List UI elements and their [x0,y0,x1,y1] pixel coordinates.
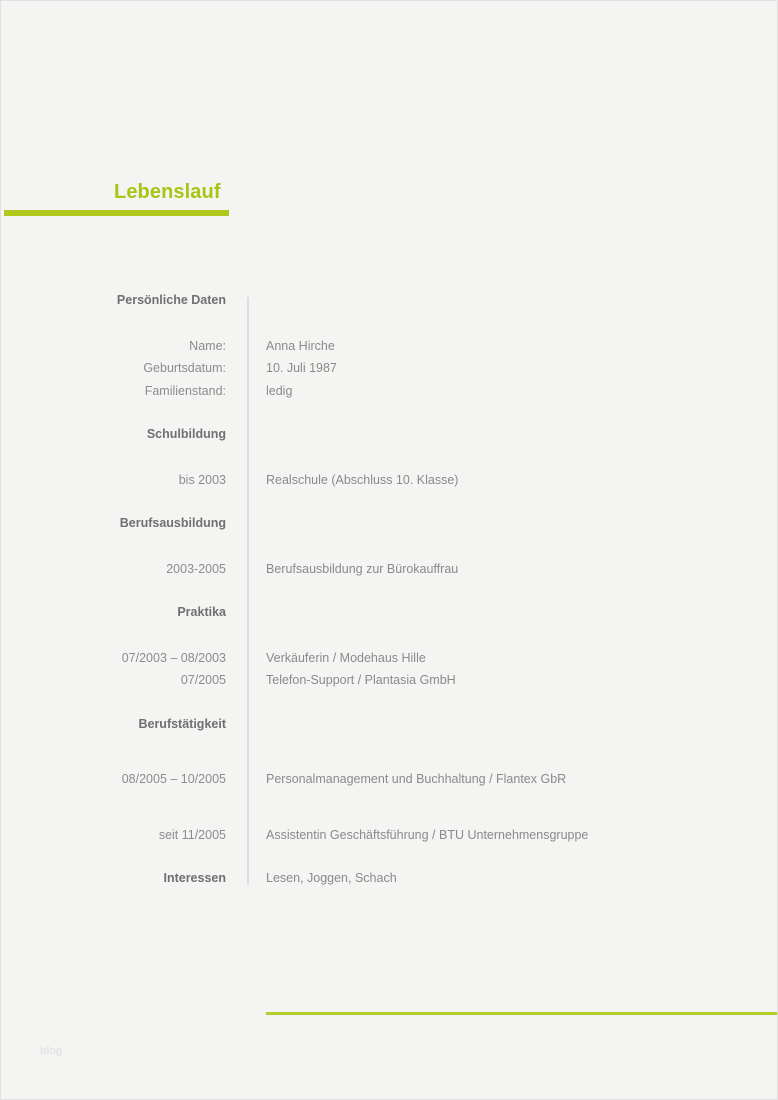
table-row [1,647,778,670]
row-value: Assistentin Geschäftsführung / BTU Unternehmensgruppe [266,827,589,842]
cv-content [1,289,778,890]
row-value: Verkäuferin / Modehaus Hille [266,650,426,665]
section-heading-internships [1,601,778,624]
table-row [1,669,778,692]
section-heading-value [266,713,269,736]
section-heading-schooling [1,423,778,446]
spacer [1,692,778,713]
spacer [1,446,778,469]
section-heading-interests [1,867,778,890]
row-label: 07/2005 [180,673,226,687]
section-heading-value [266,423,269,446]
section-heading-label: Interessen [163,871,226,885]
spacer [1,535,778,558]
watermark: blog [40,1045,63,1057]
table-row [1,768,778,791]
spacer [1,624,778,647]
row-label: 08/2005 – 10/2005 [121,772,226,786]
row-label: bis 2003 [178,472,226,487]
spacer [1,735,778,768]
section-heading-value [266,289,269,312]
section-heading-employment [1,713,778,736]
table-row [1,824,778,847]
row-label: 2003-2005 [166,561,226,576]
footer-rule [266,1012,778,1015]
row-value: Berufsausbildung zur Bürokauffrau [266,561,459,576]
section-heading-label: Berufstätigkeit [138,716,226,731]
section-heading-value [266,601,269,624]
row-value: Realschule (Abschluss 10. Klasse) [266,472,459,487]
table-row [1,558,778,581]
table-row [1,380,778,403]
section-heading-personal [1,289,778,312]
page-title: Lebenslauf [114,181,221,203]
spacer [1,846,778,867]
table-row [1,357,778,380]
row-value: ledig [266,383,293,398]
spacer [1,312,778,335]
row-value: 10. Juli 1987 [266,361,337,375]
section-heading-label: Schulbildung [146,427,226,441]
row-label: 07/2003 – 08/2003 [121,650,226,665]
row-label: seit 11/2005 [158,827,226,842]
interests-value: Lesen, Joggen, Schach [266,871,397,885]
row-value: Anna Hirche [266,338,335,353]
row-label: Geburtsdatum: [143,361,226,375]
spacer [1,580,778,601]
section-heading-label: Berufsausbildung [119,516,226,530]
spacer [1,402,778,423]
row-label: Familienstand: [144,383,226,398]
section-heading-vocational-training [1,512,778,535]
section-heading-label: Praktika [177,605,226,619]
title-underline-rule [4,210,229,216]
table-row [1,335,778,358]
section-heading-label: Persönliche Daten [116,293,226,307]
section-heading-value [266,512,269,535]
row-value: Personalmanagement und Buchhaltung / Flantex GbR [266,772,567,786]
row-value: Telefon-Support / Plantasia GmbH [266,673,456,687]
spacer [1,491,778,512]
table-row [1,469,778,492]
row-label: Name: [189,338,226,353]
spacer [1,791,778,824]
